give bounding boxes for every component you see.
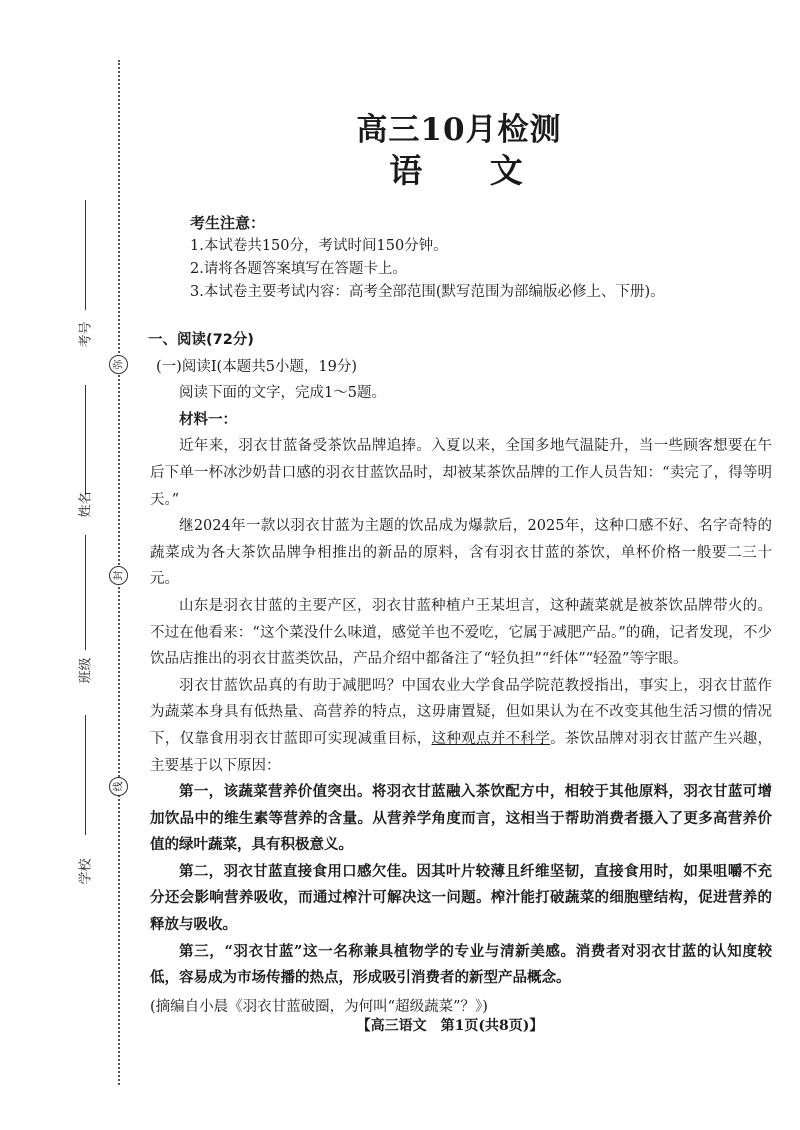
article-source: (摘编自小晨《羽衣甘蓝破圈，为何叫“超级蔬菜”？》) — [150, 998, 488, 1015]
name-label: 姓名 — [78, 491, 94, 518]
material-label: 材料一： — [179, 411, 237, 428]
paragraph-4-start: 羽衣甘蓝饮品真的有助于减肥吗？中国农业大学食品学院范教授指出，事实上，羽衣甘蓝作为蔬菜本身具有低热量、高营养的特点，这毋庸置疑，但如果认为在不改变其他生活习惯的情况下，仅靠食用羽衣甘蓝即可实现减重目标， — [150, 677, 772, 747]
article-paragraph-6: 第二，羽衣甘蓝直接食用口感欠佳。因其叶片较薄且纤维坚韧，直接食用时，如果咀嚼不充分还会影响营养吸收，而通过榨汁可解决这一问题。榨汁能打破蔬菜的细胞壁结构，促进营养的释放与吸收。 — [150, 862, 772, 934]
seal-xian: 线 — [109, 777, 128, 796]
seal-mi: 弥 — [109, 355, 128, 374]
paragraph-4-end: 。茶饮品牌对羽衣甘蓝产生兴趣，主要基于以下原因： — [150, 730, 773, 774]
page-title: 高三10月检测 — [356, 112, 562, 148]
school-label: 学校 — [78, 858, 94, 885]
exam-notice — [190, 212, 665, 304]
instruction-text: 阅读下面的文字，完成1～5题。 — [179, 385, 386, 402]
underlined-phrase: 这种观点并不科学 — [431, 730, 551, 747]
notice-heading: 考生注意： — [190, 214, 266, 232]
section-heading: 一、阅读(72分) — [148, 332, 254, 348]
article-paragraph-3: 山东是羽衣甘蓝的主要产区，羽衣甘蓝种植户王某坦言，这种蔬菜就是被茶饮品牌带火的。不过在他看来：“这个菜没什么味道，感觉羊也不爱吃，它属于减肥产品。”的确，记者发现，不少饮品店推出的羽衣甘蓝类饮品，产品介绍中都备注了“轻负担”“纤体”“轻盈”等字眼。 — [150, 597, 772, 668]
class-label: 班级 — [78, 657, 94, 684]
seal-feng: 封 — [109, 566, 128, 585]
exam-number-label: 考号 — [78, 321, 94, 348]
article-paragraph-4 — [150, 673, 772, 779]
article-paragraph-7: 第三，“羽衣甘蓝”这一名称兼具植物学的专业与清新美感。消费者对羽衣甘蓝的认知度较低，容易成为市场传播的热点，形成吸引消费者的新型产品概念。 — [150, 942, 772, 987]
page-footer: 【高三语文 第1页(共8页)】 — [356, 1018, 544, 1034]
exam-number-blank[interactable] — [85, 200, 86, 310]
notice-item: 3.本试卷主要考试内容：高考全部范围(默写范围为部编版必修上、下册)。 — [190, 284, 665, 300]
article-paragraph-5: 第一，该蔬菜营养价值突出。将羽衣甘蓝融入茶饮配方中，相较于其他原料，羽衣甘蓝可增加饮品中的维生素等营养的含量。从营养学角度而言，这相当于帮助消费者摄入了更多高营养价值的绿叶蔬菜，具有积极意义。 — [150, 783, 772, 854]
sub-section-heading: (一)阅读Ⅰ(本题共5小题，19分) — [156, 358, 358, 375]
school-blank[interactable] — [85, 715, 86, 835]
notice-item: 2.请将各题答案填写在答题卡上。 — [190, 261, 407, 277]
class-blank[interactable] — [85, 535, 86, 650]
article-paragraph-1: 近年来，羽衣甘蓝备受茶饮品牌追捧。入夏以来，全国多地气温陡升，当一些顾客想要在午后下单一杯冰沙奶昔口感的羽衣甘蓝饮品时，却被某茶饮品牌的工作人员告知：“卖完了，得等明天。” — [150, 438, 772, 508]
article-paragraph-2: 继2024年一款以羽衣甘蓝为主题的饮品成为爆款后，2025年，这种口感不好、名字奇特的蔬菜成为各大茶饮品牌争相推出的新品的原料，含有羽衣甘蓝的茶饮，单杯价格一般要二三十元。 — [150, 518, 772, 588]
notice-item: 1.本试卷共150分，考试时间150分钟。 — [190, 238, 448, 254]
reading-section — [150, 327, 772, 1020]
subject-title: 语 文 — [389, 151, 551, 190]
